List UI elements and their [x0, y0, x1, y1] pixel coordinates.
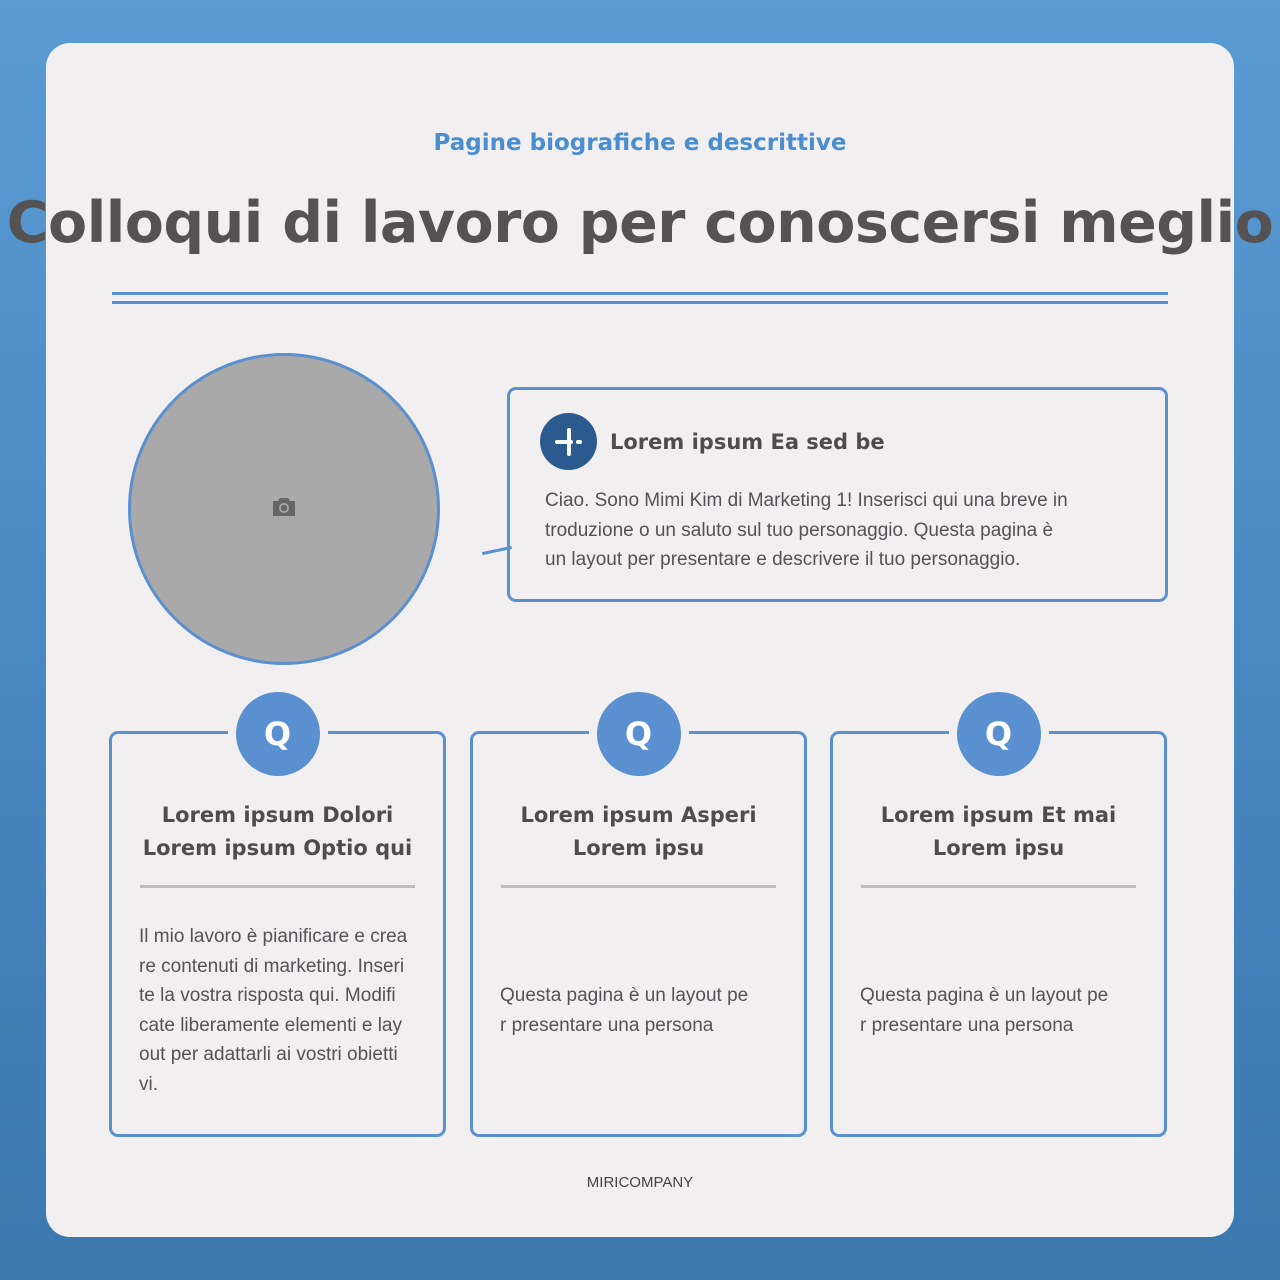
title-rule-bottom — [112, 301, 1168, 304]
title-rule-top — [112, 292, 1168, 295]
page-subtitle: Pagine biografiche e descrittive — [433, 130, 847, 156]
camera-icon — [270, 495, 298, 523]
question-card-2 — [470, 715, 807, 1137]
question-card-1 — [109, 715, 446, 1137]
intro-text — [545, 486, 1068, 575]
q-badge: Q — [597, 692, 681, 776]
divider — [140, 885, 415, 888]
intro-line: un layout per presentare e descrivere il tuo personaggio. — [545, 549, 1021, 570]
plus-icon — [540, 413, 597, 470]
footer-brand: MIRICOMPANY — [586, 1174, 694, 1191]
divider — [861, 885, 1136, 888]
answer-text: Questa pagina è un layout pe r presentare una persona — [860, 985, 1109, 1036]
divider — [501, 885, 776, 888]
intro-line: troduzione o un saluto sul tuo personaggio. Questa pagina è — [545, 519, 1054, 541]
question-card-3 — [830, 715, 1167, 1137]
answer-text: Il mio lavoro è pianificare e crea re contenuti di marketing. Inseri te la vostra risposta qui. Modifi cate liberamente elementi e lay out per adattarli ai vostri obietti vi. — [139, 926, 408, 1095]
page-title: Colloqui di lavoro per conoscersi meglio — [6, 190, 1274, 256]
q-badge: Q — [236, 692, 320, 776]
answer-text: Questa pagina è un layout pe r presentare una persona — [500, 985, 749, 1036]
profile-photo-placeholder[interactable] — [128, 353, 440, 665]
q-badge: Q — [957, 692, 1041, 776]
question-heading: Lorem ipsum Dolori Lorem ipsum Optio qui — [142, 803, 413, 860]
question-heading: Lorem ipsum Et mai Lorem ipsu — [880, 803, 1117, 860]
question-heading: Lorem ipsum Asperi Lorem ipsu — [520, 803, 757, 860]
intro-title: Lorem ipsum Ea sed be — [610, 430, 885, 454]
intro-line: Ciao. Sono Mimi Kim di Marketing 1! Inserisci qui una breve in — [545, 490, 1068, 511]
